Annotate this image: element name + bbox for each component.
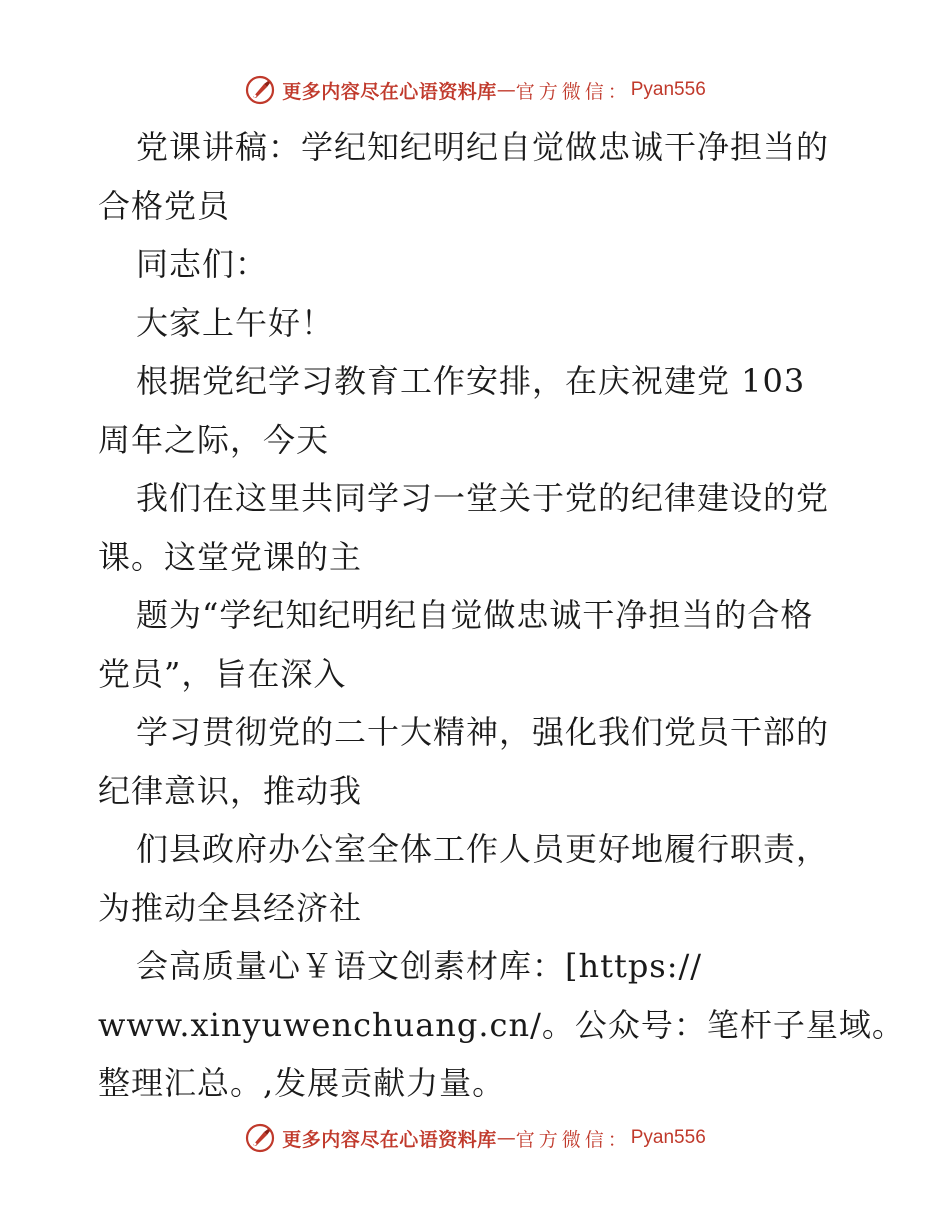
paragraph-line: 我们在这里共同学习一堂关于党的纪律建设的党 bbox=[136, 479, 830, 517]
paragraph-line: 纪律意识，推动我 bbox=[98, 771, 363, 810]
paragraph-line: 课。这堂党课的主 bbox=[98, 537, 363, 576]
pen-nib-logo-icon bbox=[244, 1122, 276, 1154]
paragraph-line: www.xinyuwenchuang.cn/。公众号：笔杆子星域。 bbox=[98, 1005, 905, 1044]
wechat-label: 官方微信： bbox=[515, 80, 631, 103]
paragraph-line: 学习贯彻党的二十大精神，强化我们党员干部的 bbox=[136, 713, 830, 751]
paragraph-line: 题为“学纪知纪明纪自觉做忠诚干净担当的合格 bbox=[136, 596, 814, 634]
wechat-label: 官方微信： bbox=[515, 1128, 631, 1151]
footer-banner bbox=[0, 1118, 950, 1158]
paragraph-line: 们县政府办公室全体工作人员更好地履行职责， bbox=[136, 830, 830, 868]
document-body bbox=[98, 118, 905, 1113]
header-banner bbox=[0, 70, 950, 110]
promo-text: 更多内容尽在心语资料库 bbox=[282, 80, 497, 103]
promo-text: 更多内容尽在心语资料库 bbox=[282, 1128, 497, 1151]
paragraph-line: 整理汇总。,发展贡献力量。 bbox=[98, 1064, 506, 1102]
paragraph-line: 周年之际，今天 bbox=[98, 420, 330, 459]
paragraph-line: 根据党纪学习教育工作安排，在庆祝建党 103 bbox=[136, 362, 806, 400]
pen-nib-logo-icon bbox=[244, 74, 276, 106]
greeting: 大家上午好！ bbox=[136, 303, 335, 342]
banner-dash: — bbox=[496, 1127, 516, 1149]
wechat-id: Pyan556 bbox=[630, 1127, 706, 1148]
paragraph-line: 会高质量心￥语文创素材库：[https:// bbox=[136, 947, 703, 985]
title-line-2: 合格党员 bbox=[98, 186, 231, 225]
title-line-1: 党课讲稿：学纪知纪明纪自觉做忠诚干净担当的 bbox=[136, 128, 830, 166]
paragraph-line: 为推动全县经济社 bbox=[98, 888, 363, 927]
wechat-id: Pyan556 bbox=[630, 79, 706, 100]
paragraph-line: 党员”，旨在深入 bbox=[98, 654, 347, 693]
banner-dash: — bbox=[496, 79, 516, 101]
salutation: 同志们： bbox=[136, 245, 269, 283]
